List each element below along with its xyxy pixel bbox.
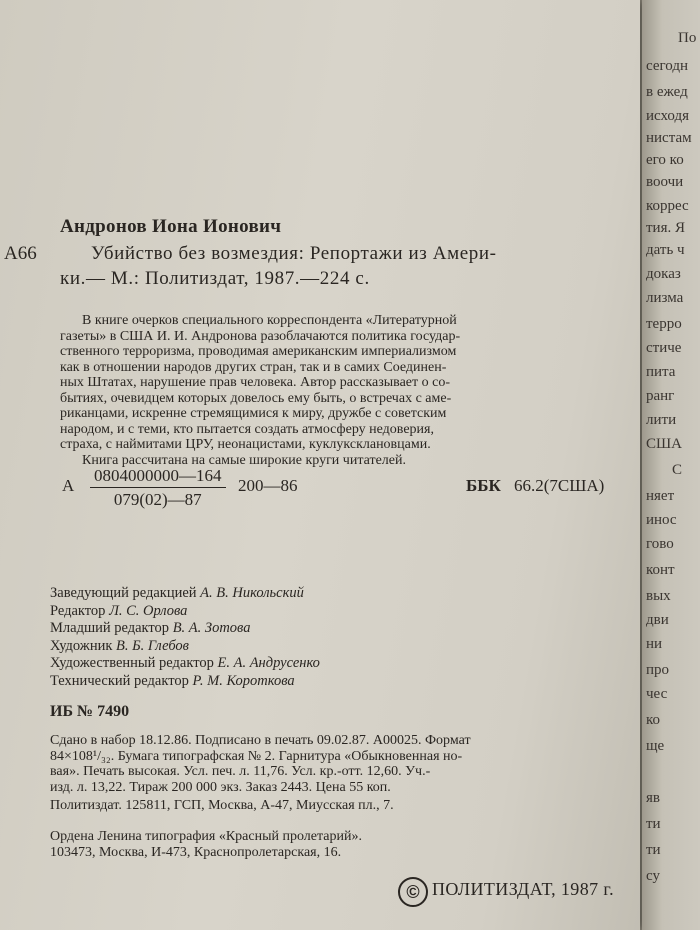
abstract-line: риканцами, искренне стремящимися к миру, дружбе с советским [60, 406, 447, 421]
credit-line [50, 585, 320, 603]
credit-role: Младший редактор [50, 620, 170, 636]
abstract-line: газеты» в США И. И. Андронова разоблачаются политика государ- [60, 328, 461, 344]
publishing-line: 84×108¹/₃₂. Бумага типографская № 2. Гарнитура «Обыкновенная но- [50, 748, 463, 764]
abstract-line: народом, и с теми, кто пытается создать атмосферу недоверия, [60, 421, 434, 437]
facing-page-fragment: ко [646, 712, 661, 728]
credit-line [50, 603, 320, 621]
publisher-address: Политиздат. 125811, ГСП, Москва, А-47, Миусская пл., 7. [50, 798, 394, 813]
facing-page-fragment: лизма [646, 290, 684, 306]
author-name: Андронов Иона Ионович [60, 216, 282, 237]
credit-name: Р. М. Короткова [192, 672, 295, 689]
publishing-line: Сдано в набор 18.12.86. Подписано в печать 09.02.87. А00025. Формат [50, 733, 471, 748]
credit-line [50, 638, 320, 656]
abstract-line: ных Штатах, нарушение прав человека. Автор рассказывает о со- [60, 375, 451, 390]
facing-page-fragment: лити [646, 412, 677, 428]
credit-line [50, 655, 320, 673]
credit-line [50, 673, 320, 691]
facing-page-fragment: ни [646, 636, 663, 652]
facing-page-fragment: про [646, 662, 670, 678]
facing-page-fragment: доказ [646, 266, 681, 282]
bbk-label: ББК [466, 476, 501, 495]
printing-house [50, 829, 362, 860]
facing-page-fragment: ще [646, 738, 665, 754]
facing-page-fragment: нистам [646, 130, 692, 146]
abstract-line: страха, с наймитами ЦРУ, неонацистами, куклуксклановцами. [60, 437, 431, 452]
facing-page-fragment: терро [646, 316, 682, 332]
facing-page-fragment: пита [646, 364, 676, 380]
publishing-details [50, 733, 471, 795]
catalog-code: А66 [4, 243, 37, 264]
catalog-denominator: 079(02)—87 [113, 490, 202, 509]
facing-page-edge [642, 0, 700, 930]
credit-name: Е. А. Андрусенко [217, 655, 320, 671]
credit-name: В. А. Зотова [172, 620, 251, 636]
facing-page-fragment: чес [646, 686, 668, 702]
facing-page-fragment: яв [646, 790, 660, 806]
credit-role: Заведующий редакцией [50, 585, 197, 601]
catalog-letter: А [62, 476, 75, 495]
title-line-2: ки.— М.: Политиздат, 1987.—224 с. [60, 268, 370, 289]
facing-page-fragment: сегодн [646, 58, 689, 74]
facing-page-fragment: инос [646, 512, 677, 528]
ib-number: ИБ № 7490 [50, 703, 130, 720]
facing-page-fragment: По [678, 30, 697, 46]
facing-page-fragment: ти [646, 816, 661, 832]
catalog-fraction [90, 466, 226, 510]
credit-role: Редактор [50, 602, 106, 619]
facing-page-fragment: его ко [646, 152, 684, 168]
printing-line: 103473, Москва, И-473, Краснопролетарская, 16. [50, 844, 342, 860]
bbk-value: 66.2(7США) [514, 476, 605, 495]
title-line-1: Убийство без возмездия: Репортажи из Амери- [91, 243, 497, 264]
facing-page-fragment: су [646, 868, 660, 884]
facing-page-fragment: дать ч [646, 242, 685, 258]
abstract-line: ственного терроризма, проводимая американским империализмом [60, 344, 457, 359]
publishing-line: вая». Печать высокая. Усл. печ. л. 11,76. Усл. кр.-отт. 12,60. Уч.- [50, 764, 431, 779]
credit-role: Художественный редактор [50, 655, 214, 671]
abstract-line: Книга рассчитана на самые широкие круги читателей. [82, 452, 406, 468]
publishing-line: изд. л. 13,22. Тираж 200 000 экз. Заказ 2443. Цена 55 коп. [50, 779, 391, 795]
copyright-icon: © [398, 877, 428, 907]
facing-page-fragment: ранг [646, 388, 675, 404]
facing-page-fragment: воочи [646, 174, 684, 190]
facing-page-fragment: стиче [646, 340, 682, 356]
credit-role: Технический редактор [50, 672, 189, 689]
facing-page-fragment: ти [646, 842, 661, 858]
catalog-numerator: 0804000000—164 [90, 466, 226, 488]
facing-page-fragment: няет [646, 488, 675, 504]
catalog-suffix: 200—86 [238, 476, 298, 495]
printing-line: Ордена Ленина типография «Красный пролетарий». [50, 829, 362, 844]
copyright-text: ПОЛИТИЗДАТ, 1987 г. [432, 879, 615, 899]
abstract-line: бытиях, очевидцем которых довелось ему быть, о встречах с аме- [60, 390, 452, 406]
facing-page-fragment: дви [646, 612, 669, 628]
credits-block [50, 585, 320, 690]
credit-name: Л. С. Орлова [109, 602, 188, 619]
facing-page-fragment: тия. Я [646, 220, 685, 236]
credit-line [50, 620, 320, 638]
facing-page-fragment: в ежед [646, 84, 688, 100]
facing-page-fragment: гово [646, 536, 674, 552]
facing-page-fragment: исходя [646, 108, 690, 124]
abstract-line: как в отношении народов других стран, так и в самих Соединен- [60, 359, 447, 375]
facing-page-fragment: вых [646, 588, 671, 604]
facing-page-fragment: С [672, 462, 683, 478]
credit-name: А. В. Никольский [200, 585, 304, 601]
abstract [60, 313, 630, 468]
credit-role: Художник [50, 637, 113, 654]
credit-name: В. Б. Глебов [116, 637, 189, 654]
facing-page-fragment: США [646, 436, 682, 452]
abstract-line: В книге очерков специального корреспондента «Литературной [82, 313, 457, 328]
facing-page-fragment: конт [646, 562, 675, 578]
facing-page-fragment: коррес [646, 198, 689, 214]
